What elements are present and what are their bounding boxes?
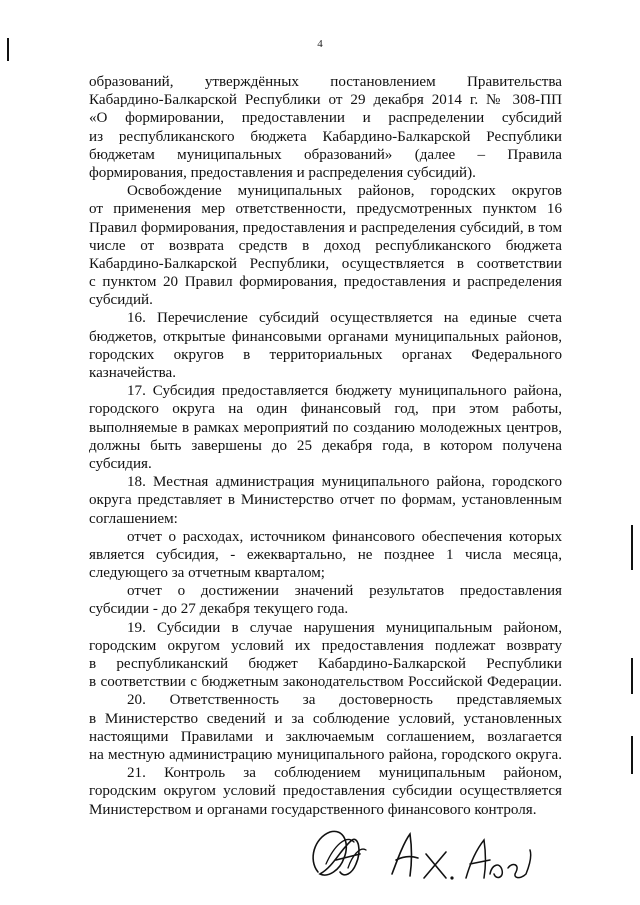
page-number: 4 (317, 38, 323, 50)
text-line: числе от возврата средств в доход республиканского бюджета (89, 237, 562, 254)
text-line: 17. Субсидия предоставляется бюджету муниципального района, (127, 383, 562, 400)
text-line: на местную администрацию муниципального района, городского округа. (89, 746, 562, 763)
scan-edge-mark (631, 525, 633, 570)
text-line: отчет о достижении значений результатов предоставления (127, 583, 562, 600)
text-line: следующего за отчетным кварталом; (89, 565, 325, 582)
text-line: Освобождение муниципальных районов, городских округов (127, 183, 562, 200)
scan-edge-mark (7, 38, 9, 61)
text-line: с пунктом 20 Правил формирования, предоставления и распределения (89, 274, 562, 291)
handwritten-signature (300, 820, 540, 890)
text-line: городским округом условий предоставления субсидии осуществляется (89, 783, 562, 800)
text-line: выполняемые в рамках мероприятий по созданию молодежных центров, (89, 419, 562, 436)
text-line: является субсидия, - ежеквартально, не позднее 1 числа месяца, (89, 546, 562, 563)
text-line: субсидий. (89, 292, 153, 309)
text-line: бюджетов, открытые финансовыми органами муниципальных районов, (89, 328, 562, 345)
text-line: округа представляет в Министерство отчет по формам, установленным (89, 492, 562, 509)
text-line: в Министерство сведений и за соблюдение условий, установленных (89, 710, 562, 727)
text-line: 18. Местная администрация муниципального района, городского (127, 474, 562, 491)
text-line: «О формировании, предоставлении и распределении субсидий (89, 110, 562, 127)
text-line: бюджетам муниципальных образований» (далее – Правила (89, 146, 562, 163)
text-line: 19. Субсидии в случае нарушения муниципальным районом, (127, 619, 562, 636)
scan-edge-mark (631, 736, 633, 774)
text-line: 16. Перечисление субсидий осуществляется на единые счета (127, 310, 562, 327)
text-line: Кабардино-Балкарской Республики, осуществляется в соответствии (89, 255, 562, 272)
text-line: Министерством и органами государственного финансового контроля. (89, 801, 537, 818)
text-line: от применения мер ответственности, предусмотренных пунктом 16 (89, 201, 562, 218)
text-line: субсидия. (89, 455, 152, 472)
text-line: отчет о расходах, источником финансового обеспечения которых (127, 528, 562, 545)
text-line: 20. Ответственность за достоверность представляемых (127, 692, 562, 709)
text-line: из республиканского бюджета Кабардино-Балкарской Республики (89, 128, 562, 145)
text-line: в республиканский бюджет Кабардино-Балкарской Республики (89, 656, 562, 672)
text-line: городским округом условий их предоставления подлежат возврату (89, 637, 562, 654)
text-line: настоящими Правилами и заключаемым соглашением, возлагается (89, 728, 562, 745)
text-line: городского округа на один финансовый год, при этом работы, (89, 401, 562, 418)
text-line: в соответствии с бюджетным законодательством Российской Федерации. (89, 674, 562, 691)
text-line: Правил формирования, предоставления и распределения субсидий, в том (89, 219, 562, 236)
text-line: формирования, предоставления и распределения субсидий). (89, 164, 476, 181)
text-line: казначейства. (89, 365, 177, 381)
text-line: городских округов в территориальных органах Федерального (89, 346, 562, 363)
document-body (89, 73, 562, 819)
scan-edge-mark (631, 658, 633, 694)
text-line: соглашением: (89, 510, 178, 527)
text-line: 21. Контроль за соблюдением муниципальным районом, (127, 765, 562, 782)
text-line: субсидии - до 27 декабря текущего года. (89, 601, 349, 618)
text-line: должны быть завершены до 25 декабря года, в котором получена (89, 437, 562, 454)
text-line: образований, утверждённых постановлением Правительства (89, 74, 562, 90)
text-line: Кабардино-Балкарской Республики от 29 декабря 2014 г. № 308-ПП (89, 92, 562, 109)
